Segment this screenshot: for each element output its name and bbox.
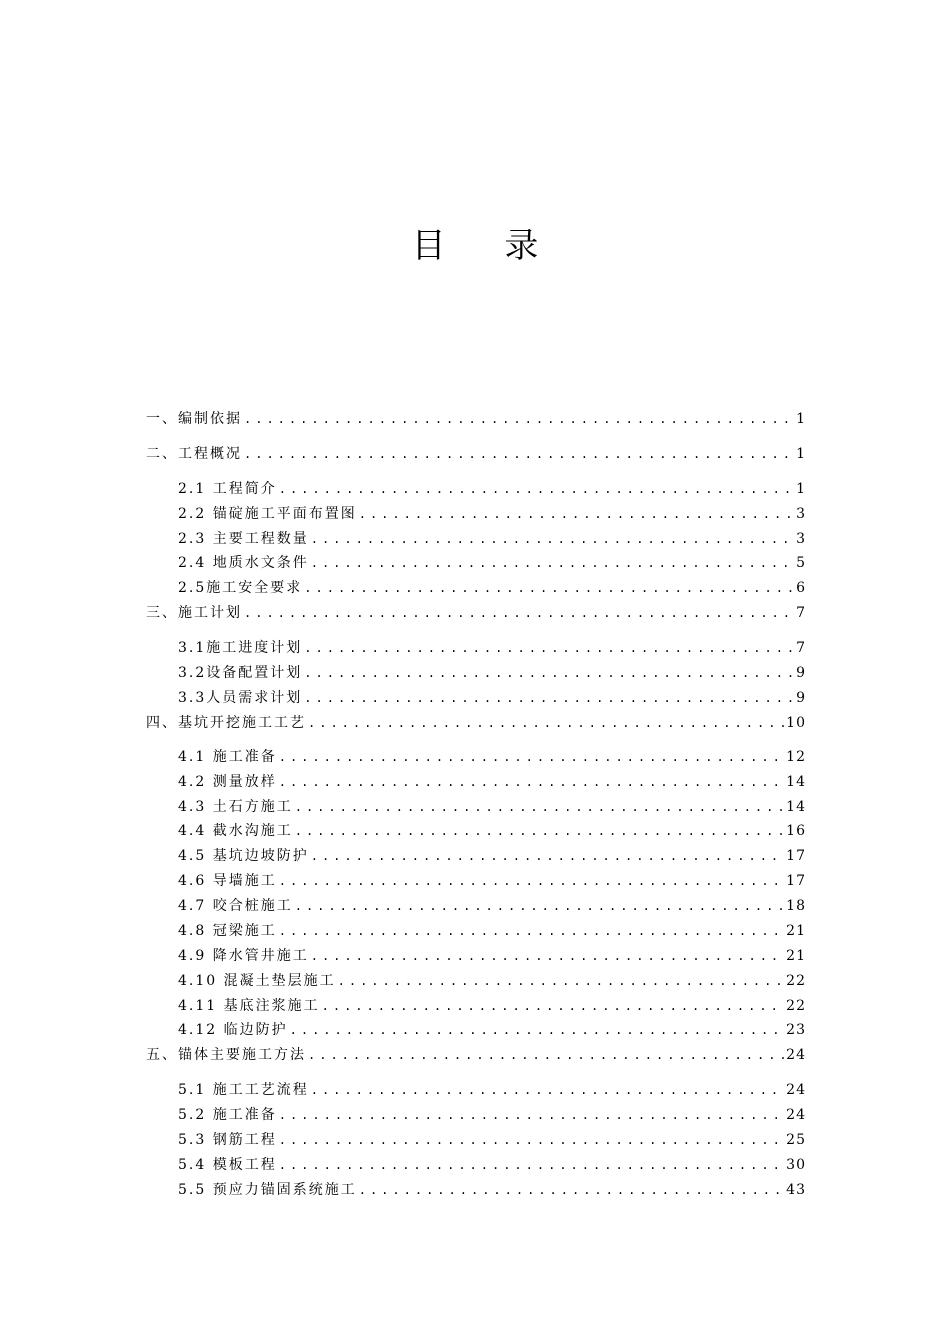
toc-dot-leader	[304, 638, 794, 658]
toc-entry-page-number: 24	[786, 1107, 806, 1123]
toc-entry-page-number: 10	[786, 715, 806, 731]
toc-entry-title: 五、锚体主要施工方法	[146, 1047, 306, 1063]
toc-entry-title: 4.11 基底注浆施工	[178, 998, 320, 1014]
toc-entry-page-number: 21	[786, 948, 806, 964]
toc-entry-title: 2.5施工安全要求	[178, 580, 303, 596]
toc-entry-page-number: 5	[796, 555, 806, 571]
toc-dot-leader	[311, 1080, 784, 1100]
toc-dot-leader	[295, 896, 784, 916]
toc-entry-title: 3.2设备配置计划	[178, 665, 303, 681]
toc-entry[interactable]	[178, 1128, 806, 1150]
toc-entry[interactable]	[146, 1043, 806, 1065]
toc-dot-leader	[279, 479, 794, 499]
toc-dot-leader	[359, 1180, 784, 1200]
toc-entry[interactable]	[178, 636, 806, 658]
toc-entry[interactable]	[178, 502, 806, 524]
toc-entry[interactable]	[146, 711, 806, 733]
toc-dot-leader	[308, 1045, 784, 1065]
toc-entry-title: 2.1 工程简介	[178, 481, 277, 497]
toc-dot-leader	[322, 996, 785, 1016]
toc-entry-title: 2.4 地质水文条件	[178, 555, 309, 571]
toc-entry[interactable]	[178, 661, 806, 683]
toc-entry-page-number: 14	[786, 799, 806, 815]
toc-dot-leader	[279, 772, 784, 792]
toc-entry-page-number: 22	[786, 973, 806, 989]
toc-entry-page-number: 43	[786, 1182, 806, 1198]
toc-dot-leader	[295, 821, 784, 841]
toc-entry[interactable]	[146, 407, 806, 429]
toc-entry-title: 4.7 咬合桩施工	[178, 898, 293, 914]
toc-entry[interactable]	[178, 819, 806, 841]
toc-entry-page-number: 24	[786, 1047, 806, 1063]
toc-entry-page-number: 25	[786, 1132, 806, 1148]
toc-dot-leader	[304, 578, 794, 598]
toc-entry-page-number: 1	[796, 446, 806, 462]
toc-dot-leader	[279, 921, 784, 941]
toc-entry[interactable]	[178, 527, 806, 549]
toc-dot-leader	[279, 1155, 784, 1175]
toc-entry[interactable]	[146, 442, 806, 464]
toc-dot-leader	[244, 603, 794, 623]
toc-entry[interactable]	[178, 477, 806, 499]
toc-entry[interactable]	[178, 1103, 806, 1125]
toc-entry-page-number: 21	[786, 923, 806, 939]
toc-entry-page-number: 23	[786, 1022, 806, 1038]
toc-dot-leader	[279, 1130, 784, 1150]
toc-entry-title: 三、施工计划	[146, 605, 242, 621]
toc-dot-leader	[338, 971, 785, 991]
toc-dot-leader	[290, 1020, 785, 1040]
toc-entry[interactable]	[178, 919, 806, 941]
toc-entry[interactable]	[178, 944, 806, 966]
toc-entry-title: 4.10 混凝土垫层施工	[178, 973, 336, 989]
toc-entry-page-number: 7	[796, 605, 806, 621]
toc-entry-title: 二、工程概况	[146, 446, 242, 462]
toc-entry-title: 2.3 主要工程数量	[178, 531, 309, 547]
toc-entry[interactable]	[178, 745, 806, 767]
toc-entry[interactable]	[178, 1018, 806, 1040]
toc-entry[interactable]	[178, 1078, 806, 1100]
toc-entry-page-number: 14	[786, 774, 806, 790]
toc-entry-page-number: 7	[796, 640, 806, 656]
toc-entry-title: 5.1 施工工艺流程	[178, 1082, 309, 1098]
toc-entry-title: 4.5 基坑边坡防护	[178, 848, 309, 864]
toc-dot-leader	[359, 504, 794, 524]
toc-dot-leader	[279, 747, 784, 767]
toc-entry-title: 4.9 降水管井施工	[178, 948, 309, 964]
toc-entry-page-number: 17	[786, 848, 806, 864]
toc-entry-title: 4.4 截水沟施工	[178, 823, 293, 839]
page-title: 目 录	[411, 226, 563, 266]
toc-entry[interactable]	[178, 770, 806, 792]
toc-entry[interactable]	[146, 601, 806, 623]
toc-entry-page-number: 16	[786, 823, 806, 839]
toc-entry-title: 4.12 临边防护	[178, 1022, 288, 1038]
toc-entry-title: 4.6 导墙施工	[178, 873, 277, 889]
toc-dot-leader	[308, 713, 784, 733]
toc-entry-page-number: 6	[796, 580, 806, 596]
toc-entry[interactable]	[178, 686, 806, 708]
toc-dot-leader	[279, 871, 784, 891]
toc-entry-title: 3.3人员需求计划	[178, 690, 303, 706]
toc-entry-page-number: 9	[796, 690, 806, 706]
toc-entry-title: 4.2 测量放样	[178, 774, 277, 790]
toc-entry[interactable]	[178, 969, 806, 991]
toc-dot-leader	[304, 663, 794, 683]
toc-entry-title: 3.1施工进度计划	[178, 640, 303, 656]
toc-entry-page-number: 18	[786, 898, 806, 914]
toc-entry-title: 4.8 冠梁施工	[178, 923, 277, 939]
toc-entry-title: 4.1 施工准备	[178, 749, 277, 765]
toc-entry-page-number: 22	[786, 998, 806, 1014]
toc-dot-leader	[244, 409, 794, 429]
toc-dot-leader	[244, 444, 794, 464]
toc-dot-leader	[279, 1105, 784, 1125]
toc-entry[interactable]	[178, 869, 806, 891]
toc-entry[interactable]	[178, 894, 806, 916]
toc-dot-leader	[311, 946, 784, 966]
toc-entry-page-number: 12	[786, 749, 806, 765]
toc-entry-title: 4.3 土石方施工	[178, 799, 293, 815]
toc-entry-page-number: 9	[796, 665, 806, 681]
toc-entry-title: 一、编制依据	[146, 411, 242, 427]
toc-dot-leader	[311, 846, 784, 866]
toc-dot-leader	[311, 553, 794, 573]
toc-entry-title: 2.2 锚碇施工平面布置图	[178, 506, 357, 522]
toc-entry-page-number: 3	[796, 506, 806, 522]
toc-entry[interactable]	[178, 994, 806, 1016]
toc-dot-leader	[295, 797, 784, 817]
toc-entry-page-number: 3	[796, 531, 806, 547]
toc-entry[interactable]	[178, 1178, 806, 1200]
toc-entry[interactable]	[178, 551, 806, 573]
toc-entry[interactable]	[178, 1153, 806, 1175]
toc-entry-title: 四、基坑开挖施工工艺	[146, 715, 306, 731]
toc-entry-page-number: 1	[796, 481, 806, 497]
toc-entry-title: 5.2 施工准备	[178, 1107, 277, 1123]
toc-entry-page-number: 24	[786, 1082, 806, 1098]
toc-entry[interactable]	[178, 576, 806, 598]
toc-dot-leader	[304, 688, 794, 708]
toc-entry[interactable]	[178, 795, 806, 817]
toc-entry-page-number: 30	[786, 1157, 806, 1173]
toc-dot-leader	[311, 529, 794, 549]
toc-entry-page-number: 1	[796, 411, 806, 427]
toc-entry-title: 5.3 钢筋工程	[178, 1132, 277, 1148]
toc-entry-page-number: 17	[786, 873, 806, 889]
toc-entry-title: 5.5 预应力锚固系统施工	[178, 1182, 357, 1198]
toc-entry-title: 5.4 模板工程	[178, 1157, 277, 1173]
toc-entry[interactable]	[178, 844, 806, 866]
